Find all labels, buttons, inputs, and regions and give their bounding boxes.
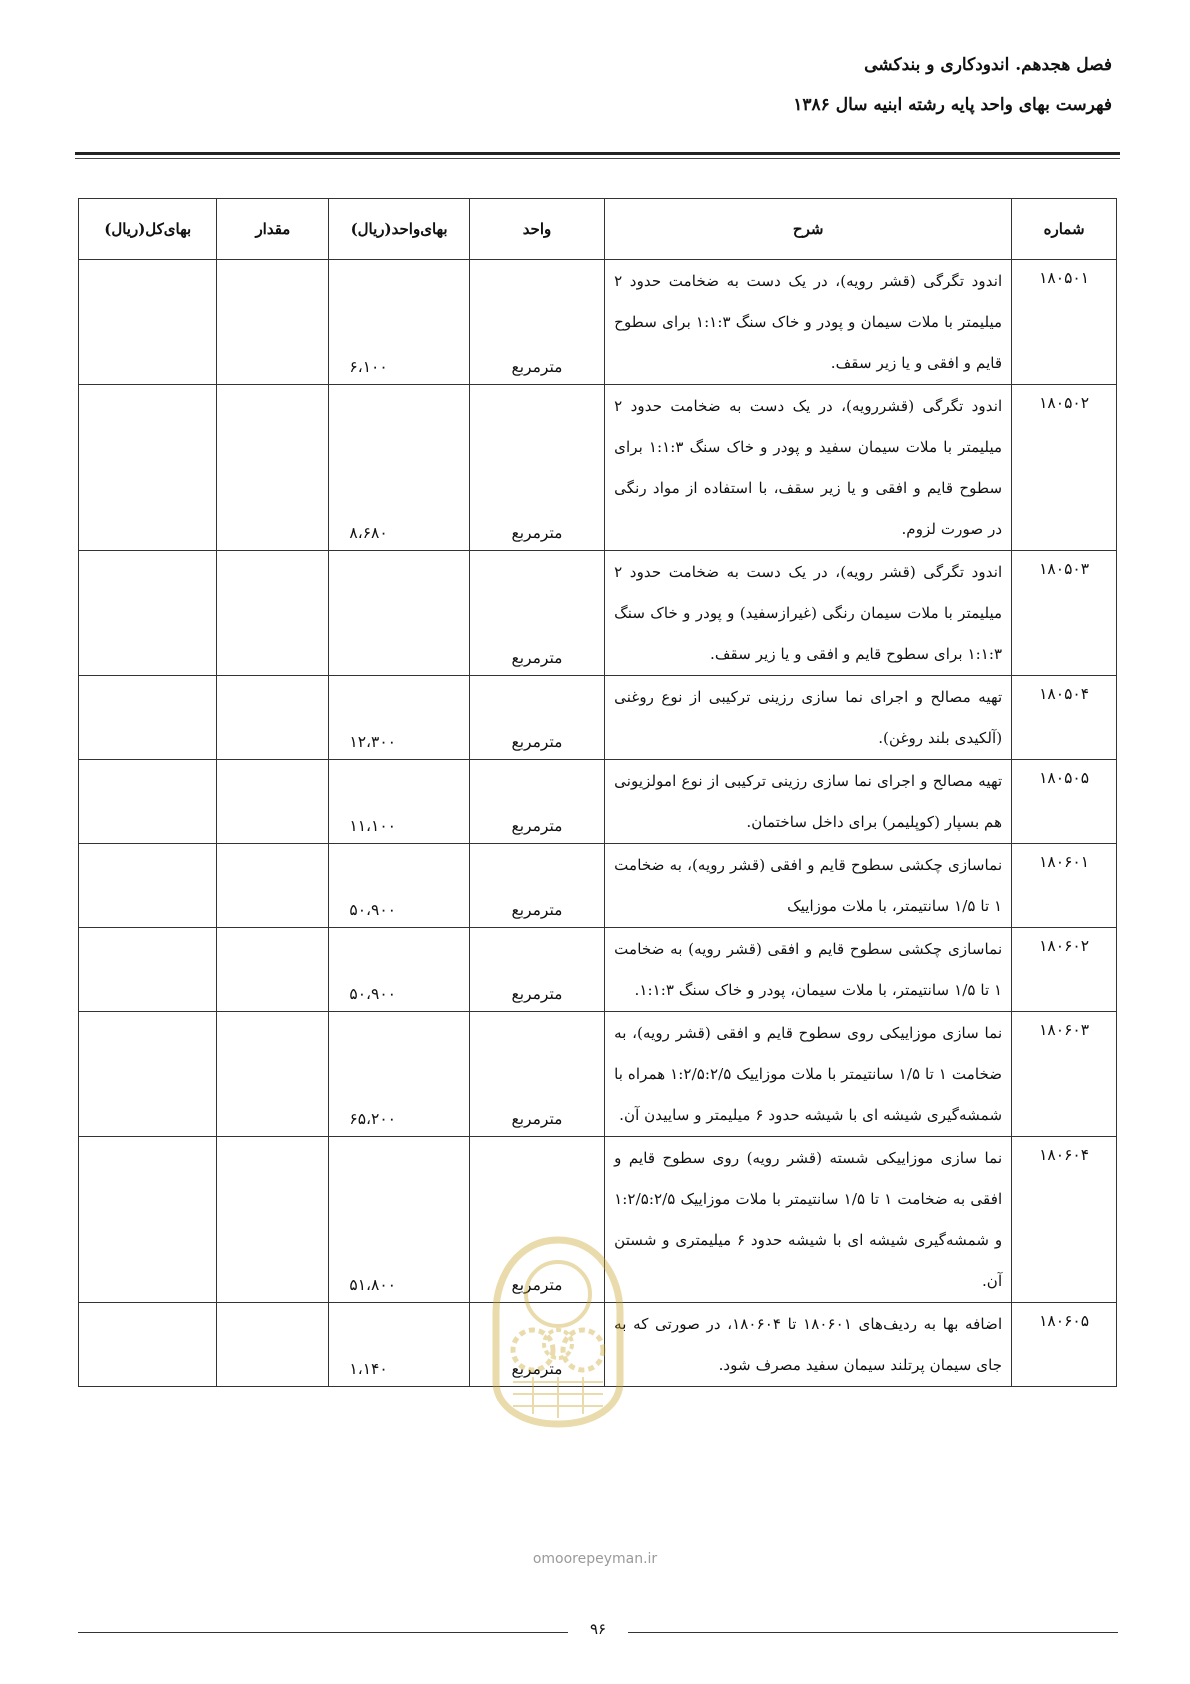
item-quantity [217,385,329,551]
item-unit-price [329,551,469,676]
item-total-price [79,551,217,676]
item-unit-price: ۵۰،۹۰۰ [329,928,469,1012]
item-unit-price: ۵۰،۹۰۰ [329,844,469,928]
page-number: ۹۶ [589,1620,607,1638]
item-description: نما سازی موزاییکی شسته (قشر رویه) روی سطوح قایم و افقی به ضخامت ۱ تا ۱/۵ سانتیمتر با ملات موزاییک ۱:۲/۵:۲/۵ و شمشه‌گیری شیشه ای با شیشه حدود ۶ میلیمتری و شستن آن. [605,1137,1012,1303]
item-unit-price: ۱۱،۱۰۰ [329,760,469,844]
item-number: ۱۸۰۵۰۴ [1012,676,1117,760]
item-unit: مترمربع [469,385,604,551]
item-unit: مترمربع [469,928,604,1012]
item-number: ۱۸۰۵۰۳ [1012,551,1117,676]
item-unit-price: ۶۵،۲۰۰ [329,1012,469,1137]
item-quantity [217,760,329,844]
table-row [79,844,1117,928]
item-description: اندود تگرگی (قشررویه)، در یک دست به ضخامت حدود ۲ میلیمتر با ملات سیمان سفید و پودر و خاک سنگ ۱:۱:۳ برای سطوح قایم و افقی و یا زیر سقف، با استفاده از مواد رنگی در صورت لزوم. [605,385,1012,551]
item-number: ۱۸۰۶۰۲ [1012,928,1117,1012]
item-total-price [79,928,217,1012]
table-row [79,1303,1117,1387]
item-unit: مترمربع [469,1303,604,1387]
item-number: ۱۸۰۶۰۴ [1012,1137,1117,1303]
column-header-unit: واحد [469,199,604,260]
table-row [79,385,1117,551]
item-description: نما سازی موزاییکی روی سطوح قایم و افقی (قشر رویه)، به ضخامت ۱ تا ۱/۵ سانتیمتر با ملات موزاییک ۱:۲/۵:۲/۵ همراه با شمشه‌گیری شیشه ای با شیشه حدود ۶ میلیمتر و ساییدن آن. [605,1012,1012,1137]
table-row [79,760,1117,844]
column-header-total-price: بهای‌کل(ریال) [79,199,217,260]
item-number: ۱۸۰۵۰۵ [1012,760,1117,844]
item-total-price [79,260,217,385]
footer-rule-left [78,1632,568,1633]
item-unit-price: ۶،۱۰۰ [329,260,469,385]
item-quantity [217,551,329,676]
item-quantity [217,928,329,1012]
item-unit-price: ۸،۶۸۰ [329,385,469,551]
item-unit-price: ۱،۱۴۰ [329,1303,469,1387]
item-description: اندود تگرگی (قشر رویه)، در یک دست به ضخامت حدود ۲ میلیمتر با ملات سیمان رنگی (غیرازسفید) و پودر و خاک سنگ ۱:۱:۳ برای سطوح قایم و افقی و یا زیر سقف. [605,551,1012,676]
item-description: اندود تگرگی (قشر رویه)، در یک دست به ضخامت حدود ۲ میلیمتر با ملات سیمان و پودر و خاک سنگ ۱:۱:۳ برای سطوح قایم و افقی و یا زیر سقف. [605,260,1012,385]
item-number: ۱۸۰۵۰۱ [1012,260,1117,385]
item-description: تهیه مصالح و اجرای نما سازی رزینی ترکیبی از نوع روغنی (آلکیدی بلند روغن). [605,676,1012,760]
price-list-title: فهرست بهای واحد پایه رشته ابنیه سال ۱۳۸۶ [793,95,1112,115]
item-description: اضافه بها به ردیف‌های ۱۸۰۶۰۱ تا ۱۸۰۶۰۴، در صورتی که به جای سیمان پرتلند سیمان سفید مصرف شود. [605,1303,1012,1387]
item-quantity [217,844,329,928]
item-quantity [217,1012,329,1137]
header-rule-thin [75,158,1120,159]
item-unit: مترمربع [469,760,604,844]
item-number: ۱۸۰۵۰۲ [1012,385,1117,551]
item-unit: مترمربع [469,551,604,676]
item-total-price [79,760,217,844]
watermark-site-url: omoorepeyman.ir [532,1551,658,1567]
item-quantity [217,1137,329,1303]
price-table [78,198,1117,1387]
table-row [79,928,1117,1012]
item-unit: مترمربع [469,1137,604,1303]
column-header-description: شرح [605,199,1012,260]
item-description: تهیه مصالح و اجرای نما سازی رزینی ترکیبی از نوع امولزیونی هم بسپار (کوپلیمر) برای داخل ساختمان. [605,760,1012,844]
item-description: نماسازی چکشی سطوح قایم و افقی (قشر رویه)، به ضخامت ۱ تا ۱/۵ سانتیمتر، با ملات موزاییک [605,844,1012,928]
chapter-title: فصل هجدهم. اندودکاری و بندکشی [864,55,1112,75]
item-unit-price: ۱۲،۳۰۰ [329,676,469,760]
table-row [79,551,1117,676]
header-rule-thick [75,152,1120,155]
item-unit: مترمربع [469,1012,604,1137]
column-header-unit-price: بهای‌واحد(ریال) [329,199,469,260]
table-row [79,676,1117,760]
page-header [78,55,1112,115]
table-row [79,260,1117,385]
column-header-number: شماره [1012,199,1117,260]
item-number: ۱۸۰۶۰۱ [1012,844,1117,928]
item-total-price [79,676,217,760]
item-total-price [79,1012,217,1137]
item-unit: مترمربع [469,260,604,385]
table-row [79,1012,1117,1137]
item-quantity [217,1303,329,1387]
column-header-quantity: مقدار [217,199,329,260]
item-total-price [79,385,217,551]
table-header-row [79,199,1117,260]
table-row [79,1137,1117,1303]
item-total-price [79,1137,217,1303]
item-quantity [217,676,329,760]
item-total-price [79,844,217,928]
item-number: ۱۸۰۶۰۳ [1012,1012,1117,1137]
item-number: ۱۸۰۶۰۵ [1012,1303,1117,1387]
item-unit: مترمربع [469,844,604,928]
item-unit-price: ۵۱،۸۰۰ [329,1137,469,1303]
item-description: نماسازی چکشی سطوح قایم و افقی (قشر رویه) به ضخامت ۱ تا ۱/۵ سانتیمتر، با ملات سیمان، پودر و خاک سنگ ۱:۱:۳. [605,928,1012,1012]
item-quantity [217,260,329,385]
footer-rule-right [628,1632,1118,1633]
item-total-price [79,1303,217,1387]
item-unit: مترمربع [469,676,604,760]
